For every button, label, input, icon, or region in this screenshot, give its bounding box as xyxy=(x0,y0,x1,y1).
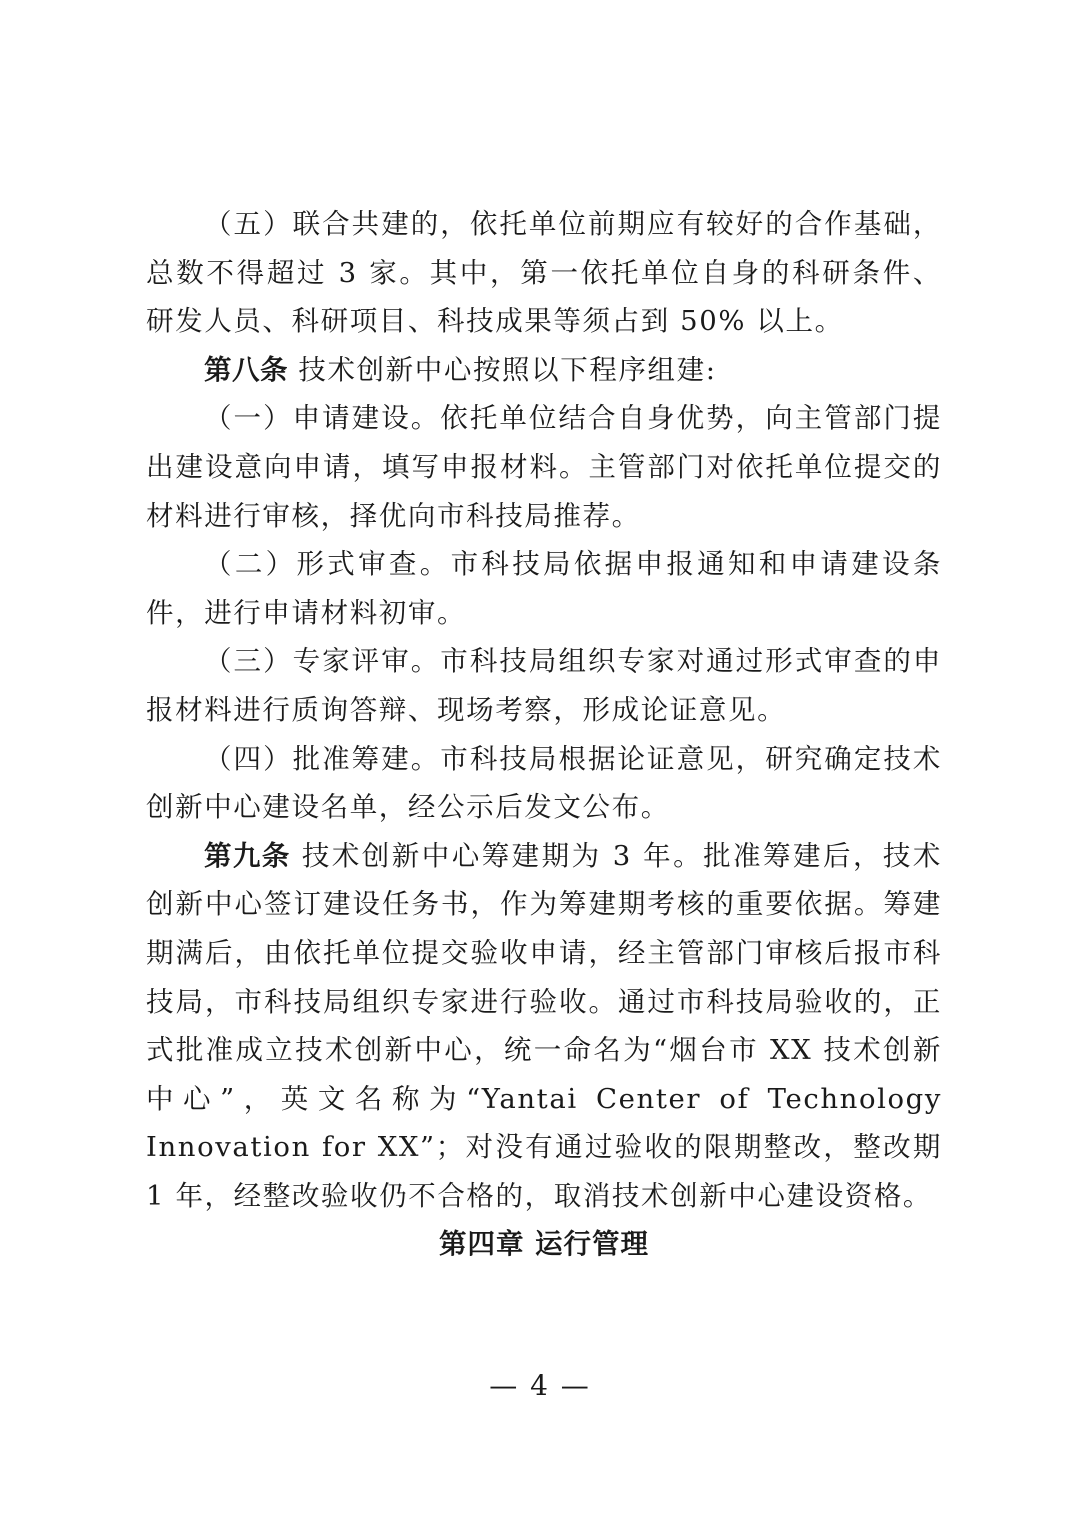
article-8 xyxy=(146,346,942,395)
paragraph-step-2 xyxy=(146,540,942,637)
paragraph-text: （三）专家评审。市科技局组织专家对通过形式审查的申报材料进行质询答辩、现场考察，形成论证意见。 xyxy=(146,645,942,726)
article-9 xyxy=(146,832,942,1221)
paragraph-step-1 xyxy=(146,394,942,540)
article-9-text: 技术创新中心筹建期为 3 年。批准筹建后，技术创新中心签订建设任务书，作为筹建期考核的重要依据。筹建期满后，由依托单位提交验收申请，经主管部门审核后报市科技局，市科技局组织专家进行验收。通过市科技局验收的，正式批准成立技术创新中心，统一命名为“烟台市 XX 技术创新中心”，英文名称为“Yantai Center of Technology Innovation for XX”；对没有通过验收的限期整改，整改期 1 年，经整改验收仍不合格的，取消技术创新中心建设资格。 xyxy=(146,839,942,1212)
paragraph-text: （四）批准筹建。市科技局根据论证意见，研究确定技术创新中心建设名单，经公示后发文公布。 xyxy=(146,742,942,824)
paragraph-text: （一）申请建设。依托单位结合自身优势，向主管部门提出建设意向申请，填写申报材料。主管部门对依托单位提交的材料进行审核，择优向市科技局推荐。 xyxy=(146,402,942,532)
article-9-label: 第九条 xyxy=(204,839,291,872)
page-number: — 4 — xyxy=(489,1369,591,1402)
paragraph-item-5 xyxy=(146,200,942,346)
paragraph-text: （五）联合共建的，依托单位前期应有较好的合作基础，总数不得超过 3 家。其中，第一依托单位自身的科研条件、研发人员、科研项目、科技成果等须占到 50% 以上。 xyxy=(146,208,942,338)
article-8-label: 第八条 xyxy=(204,353,288,386)
article-8-text: 技术创新中心按照以下程序组建: xyxy=(288,353,717,386)
paragraph-step-3 xyxy=(146,637,942,734)
paragraph-text: （二）形式审查。市科技局依据申报通知和申请建设条件，进行申请材料初审。 xyxy=(146,548,942,629)
chapter-heading: 第四章 运行管理 xyxy=(438,1228,650,1261)
paragraph-step-4 xyxy=(146,735,942,832)
document-body xyxy=(146,200,942,1268)
